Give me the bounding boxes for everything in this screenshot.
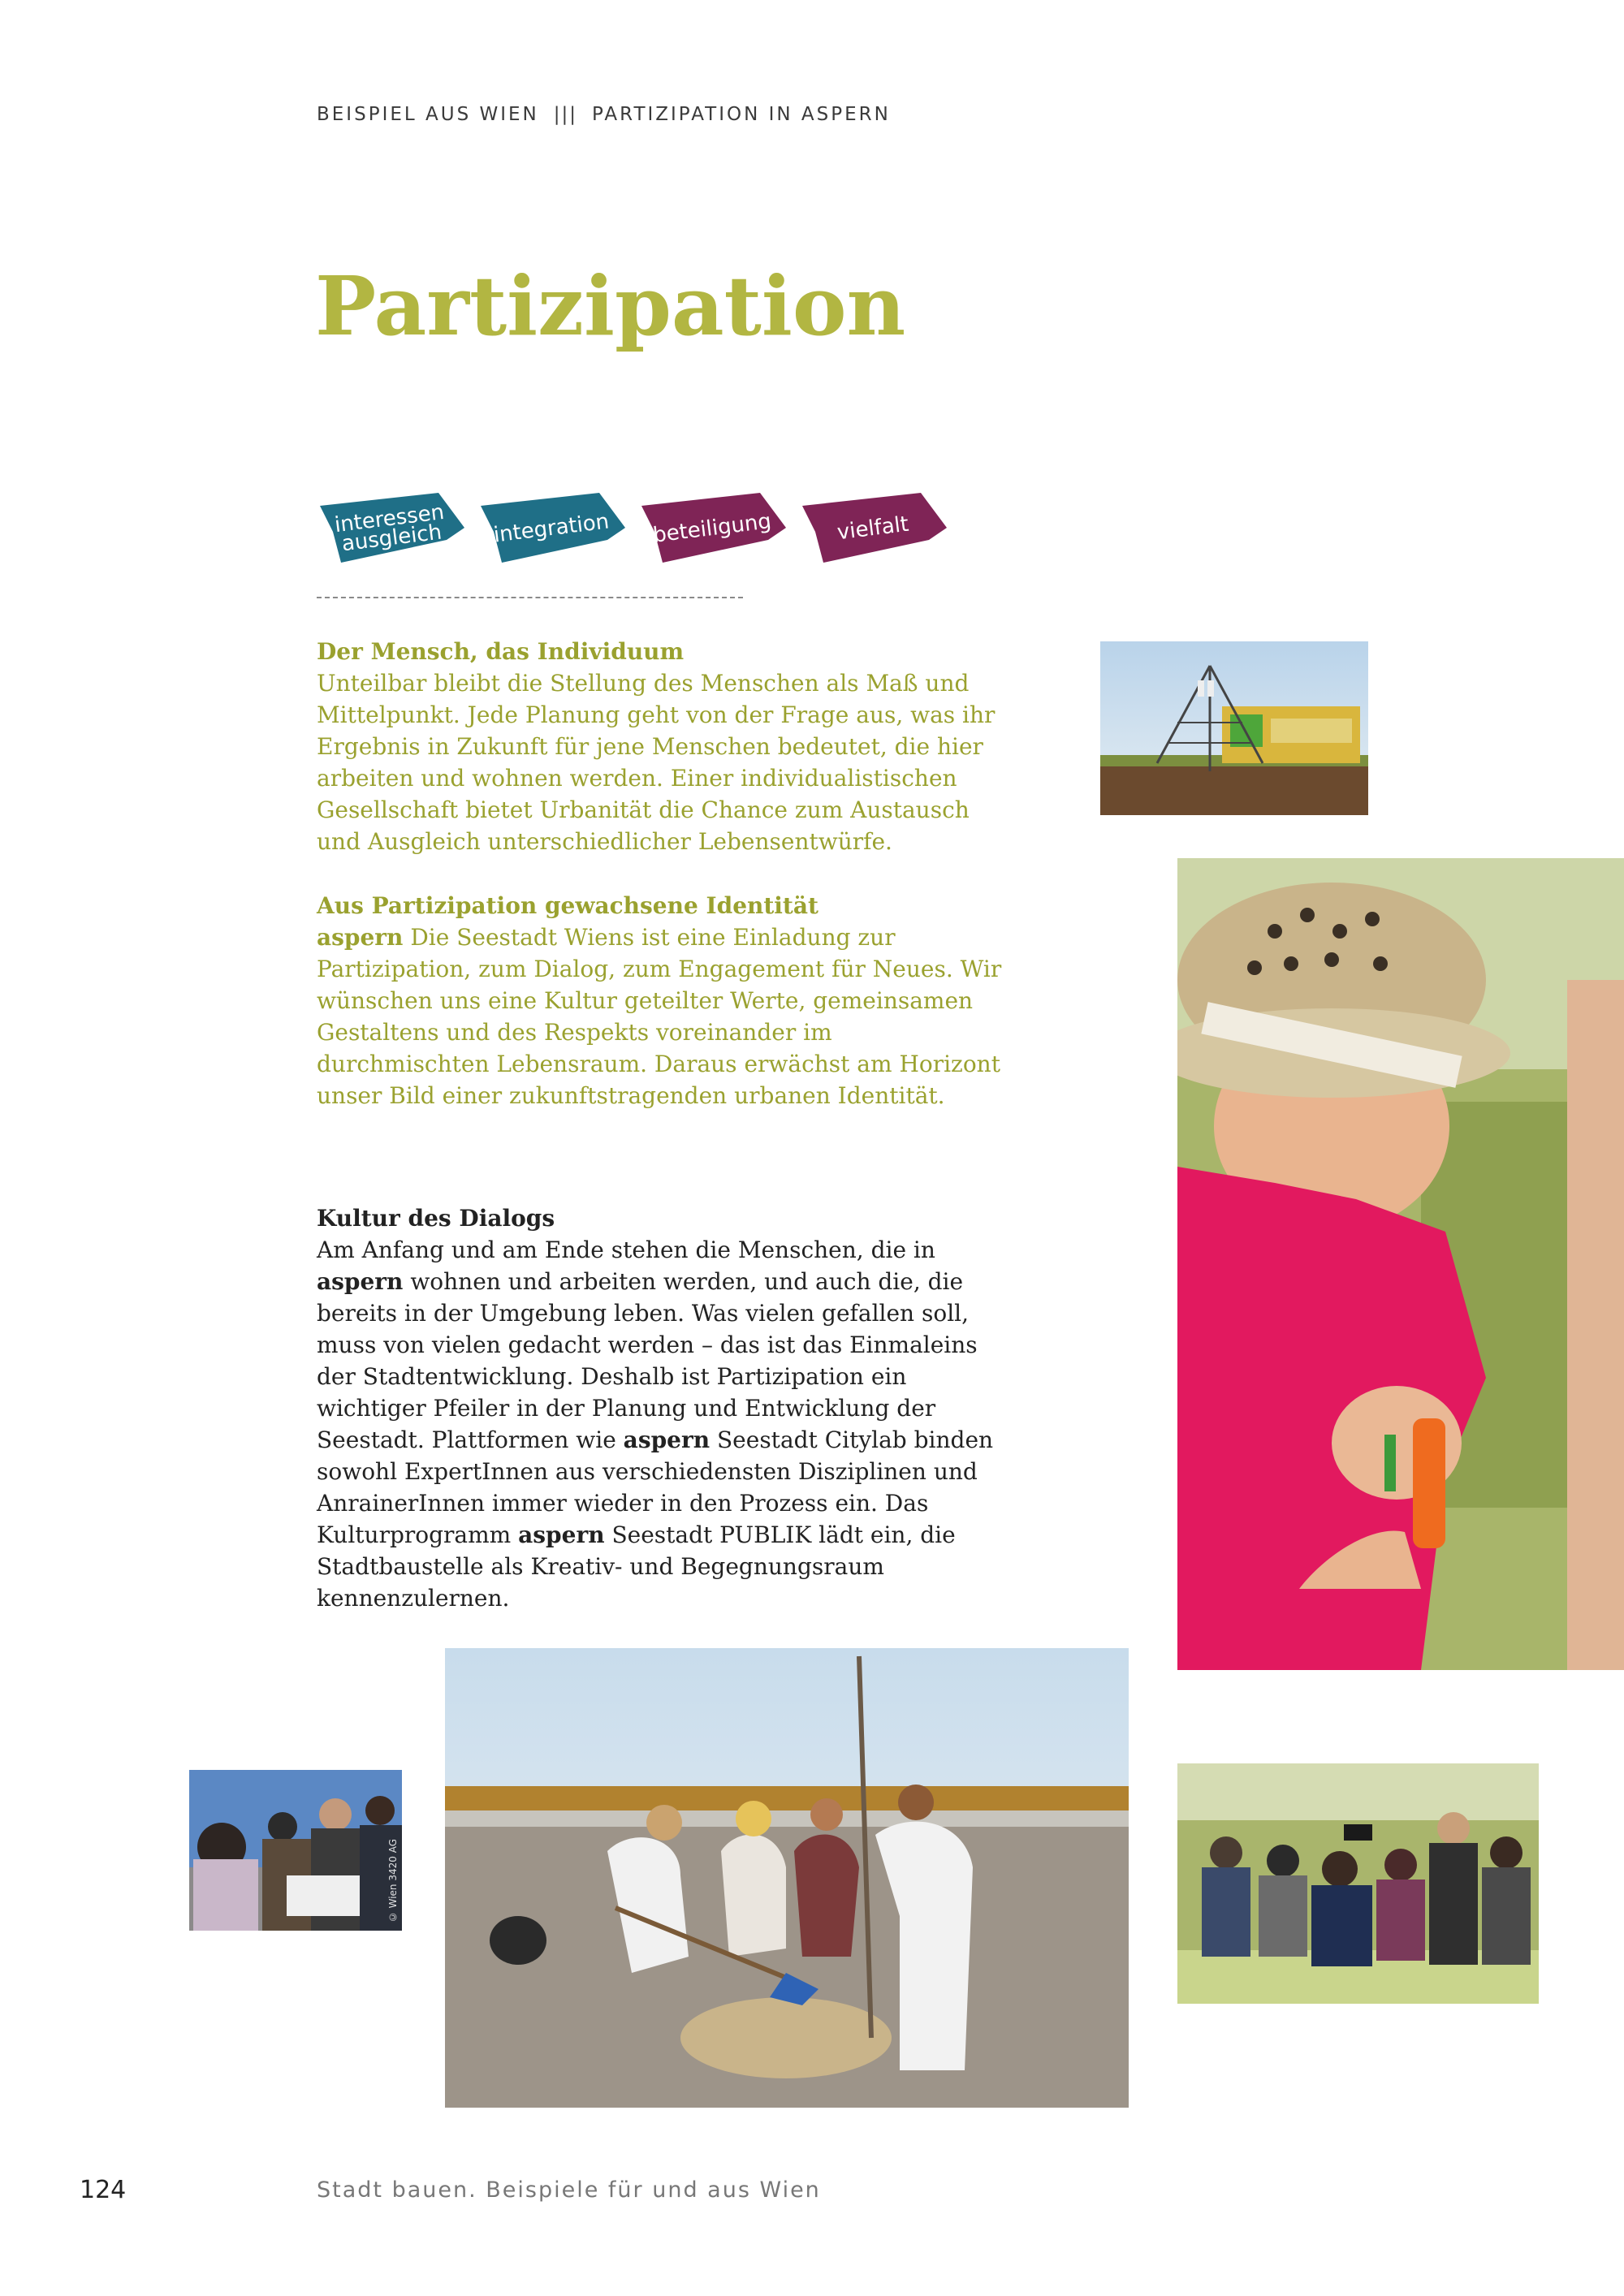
section-dialog [317,1202,1007,1614]
brand-aspern: aspern [518,1521,605,1548]
running-head [317,104,891,125]
section-body: Unteilbar bleibt die Stellung des Menschen als Maß und Mittelpunkt. Jede Planung geht von der Frage aus, was ihr Ergebnis in Zukunft für jene Menschen bedeutet, die hier arbeiten und wohnen werden. Einer individualistischen Gesellschaft bietet Urbanität die Chance zum Austausch und Ausgleich unterschiedlicher Lebensentwürfe. [317,670,996,855]
page-number: 124 [80,2176,127,2204]
section-identity [317,890,1007,1111]
section-body: aspern Die Seestadt Wiens ist eine Einladung zur Partizipation, zum Dialog, zum Engagement für Neues. Wir wünschen uns eine Kultur geteilter Werte, gemeinsamen Gestaltens und des Respekts voreinander im durchmischten Lebensraum. Daraus erwächst am Horizont unser Bild einer zukunftstragenden urbanen Identität. [317,924,1002,1109]
brand-aspern: aspern [623,1426,710,1453]
tag-vielfalt [799,491,947,566]
brand-aspern: aspern [317,924,404,951]
running-head-right: PARTIZIPATION IN ASPERN [592,104,891,125]
section-body: Am Anfang und am Ende stehen die Menschen, die in aspern wohnen und arbeiten werden, und auch die, die bereits in der Umgebung leben. Was vielen gefallen soll, muss von vielen gedacht werden – das ist das Einmaleins der Stadtentwicklung. Deshalb ist Partizipation ein wichtiger Pfeiler in der Planung und Entwicklung der Seestadt. Plattformen wie aspern Seestadt Citylab binden sowohl ExpertInnen aus verschiedensten Disziplinen und AnrainerInnen immer wieder in den Prozess ein. Das Kulturprogramm aspern Seestadt PUBLIK lädt ein, die Stadtbaustelle als Kreativ- und Begegnungsraum kennenzulernen. [317,1236,994,1612]
tag-label: integration [492,509,611,548]
page-title: Partizipation [315,258,906,354]
photo-discussion-group [189,1770,402,1931]
photo-tour-group [1177,1763,1539,2004]
running-head-separator: ||| [553,104,577,125]
running-head-left: BEISPIEL AUS WIEN [317,104,539,125]
photo-credit: © Wien 3420 AG [387,1838,399,1923]
section-heading: Der Mensch, das Individuum [317,638,685,665]
brand-aspern: aspern [317,1268,404,1295]
tag-label: beteiligung [651,509,773,548]
tag-integration [477,491,625,566]
tag-interessen-ausgleich [317,491,464,566]
dashed-divider [317,597,743,598]
tag-label: vielfalt [836,511,910,546]
section-heading: Kultur des Dialogs [317,1205,555,1232]
photo-tree-planting [445,1648,1129,2108]
section-heading: Aus Partizipation gewachsene Identität [317,892,818,919]
tag-label: interessen ausgleich [333,499,446,557]
photo-girl-with-hat [1177,858,1624,1670]
photo-playground [1100,641,1368,815]
keyword-tags [317,491,950,572]
footer-title: Stadt bauen. Beispiele für und aus Wien [317,2177,821,2203]
tag-beteiligung [638,491,786,566]
section-individual [317,636,1007,857]
